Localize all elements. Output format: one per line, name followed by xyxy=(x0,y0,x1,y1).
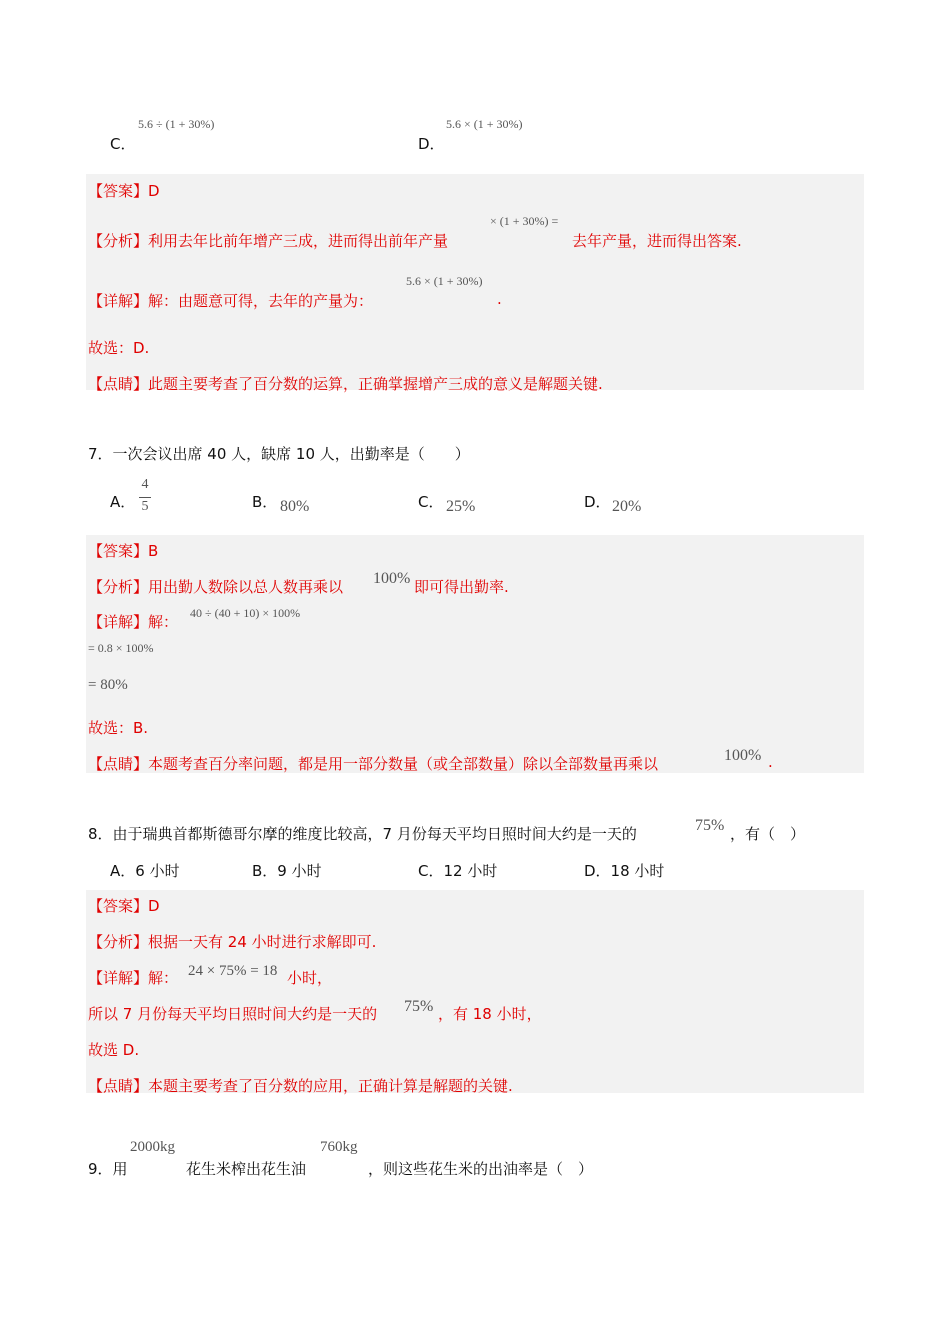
q7-comment-math: 100% xyxy=(724,747,762,764)
q6-answer: 【答案】D xyxy=(88,182,160,200)
q7-comment-text: 【点睛】本题考查百分率问题，都是用一部分数量（或全部数量）除以全部数量再乘以 xyxy=(88,755,659,773)
q6-analysis-text2: 去年产量，进而得出答案. xyxy=(572,232,742,250)
q8-detail-line2: 所以 7 月份每天平均日照时间大约是一天的 xyxy=(88,1005,378,1023)
q8-detail-unit: 小时， xyxy=(287,969,333,987)
q9-middle: 花生米榨出花生油 xyxy=(186,1160,307,1178)
q7-question: 7．一次会议出席 40 人，缺席 10 人，出勤率是（ ） xyxy=(88,445,470,463)
q8-option-a: A．6 小时 xyxy=(110,862,180,880)
q6-comment: 【点睛】此题主要考查了百分数的运算，正确掌握增产三成的意义是解题关键. xyxy=(88,375,603,393)
q7-analysis-math: 100% xyxy=(373,570,411,587)
q7-analysis-text: 【分析】用出勤人数除以总人数再乘以 xyxy=(88,578,344,596)
q7-option-b-letter: B． xyxy=(252,493,278,511)
q8-answer: 【答案】D xyxy=(88,897,160,915)
q7-comment-period: . xyxy=(768,753,773,771)
q6-detail-math: 5.6 × (1 + 30%) xyxy=(406,274,483,288)
q8-question-text: 8．由于瑞典首都斯德哥尔摩的维度比较高，7 月份每天平均日照时间大约是一天的 xyxy=(88,825,637,843)
q6-option-c-letter: C． xyxy=(110,135,136,153)
q7-option-b-value: 80% xyxy=(280,498,310,515)
q9-math-2000kg: 2000kg xyxy=(130,1139,175,1155)
q7-detail-text: 【详解】解： xyxy=(88,613,179,631)
q8-option-d: D．18 小时 xyxy=(584,862,665,880)
q6-choose: 故选：D. xyxy=(88,339,150,357)
q7-solution-panel xyxy=(86,535,864,773)
q9-prefix: 9．用 xyxy=(88,1160,128,1178)
q8-comment: 【点睛】本题主要考查了百分数的应用，正确计算是解题的关键. xyxy=(88,1077,513,1095)
q8-question-suffix: ，有（ ） xyxy=(730,825,806,843)
q7-option-a-letter: A． xyxy=(110,493,136,511)
q8-detail-line2-math: 75% xyxy=(404,998,434,1015)
q7-detail-math3: = 80% xyxy=(88,677,128,693)
q7-option-a-numerator: 4 xyxy=(141,477,149,492)
q6-option-c-expr: 5.6 ÷ (1 + 30%) xyxy=(138,117,215,131)
q7-choose: 故选：B. xyxy=(88,719,149,737)
q6-detail-period: . xyxy=(497,290,502,308)
q6-option-d-expr: 5.6 × (1 + 30%) xyxy=(446,117,523,131)
q7-option-d-value: 20% xyxy=(612,498,642,515)
q7-detail-math2: = 0.8 × 100% xyxy=(88,641,154,655)
q8-choose: 故选 D. xyxy=(88,1041,140,1059)
q6-detail-text: 【详解】解：由题意可得，去年的产量为： xyxy=(88,292,374,310)
q9-math-760kg: 760kg xyxy=(320,1139,358,1155)
q6-analysis-math: × (1 + 30%) = xyxy=(490,214,559,228)
q7-option-c-letter: C． xyxy=(418,493,444,511)
q7-option-c-value: 25% xyxy=(446,498,476,515)
q7-option-d-letter: D． xyxy=(584,493,611,511)
q8-detail-line2-suffix: ，有 18 小时， xyxy=(438,1005,542,1023)
q7-analysis-text2: 即可得出勤率. xyxy=(414,578,509,596)
q6-option-d-letter: D． xyxy=(418,135,445,153)
q7-option-a-fraction-bar xyxy=(139,497,151,498)
q8-detail-text: 【详解】解： xyxy=(88,969,179,987)
q8-analysis: 【分析】根据一天有 24 小时进行求解即可. xyxy=(88,933,377,951)
q8-detail-math: 24 × 75% = 18 xyxy=(188,963,278,979)
q8-question-math: 75% xyxy=(695,817,725,834)
q8-option-c: C．12 小时 xyxy=(418,862,498,880)
q7-answer: 【答案】B xyxy=(88,542,159,560)
q6-analysis-text: 【分析】利用去年比前年增产三成，进而得出前年产量 xyxy=(88,232,449,250)
q8-solution-panel xyxy=(86,890,864,1093)
q9-suffix: ，则这些花生米的出油率是（ ） xyxy=(368,1160,594,1178)
q7-option-a-denominator: 5 xyxy=(141,499,149,514)
q7-detail-math1: 40 ÷ (40 + 10) × 100% xyxy=(190,606,301,620)
q8-option-b: B．9 小时 xyxy=(252,862,322,880)
